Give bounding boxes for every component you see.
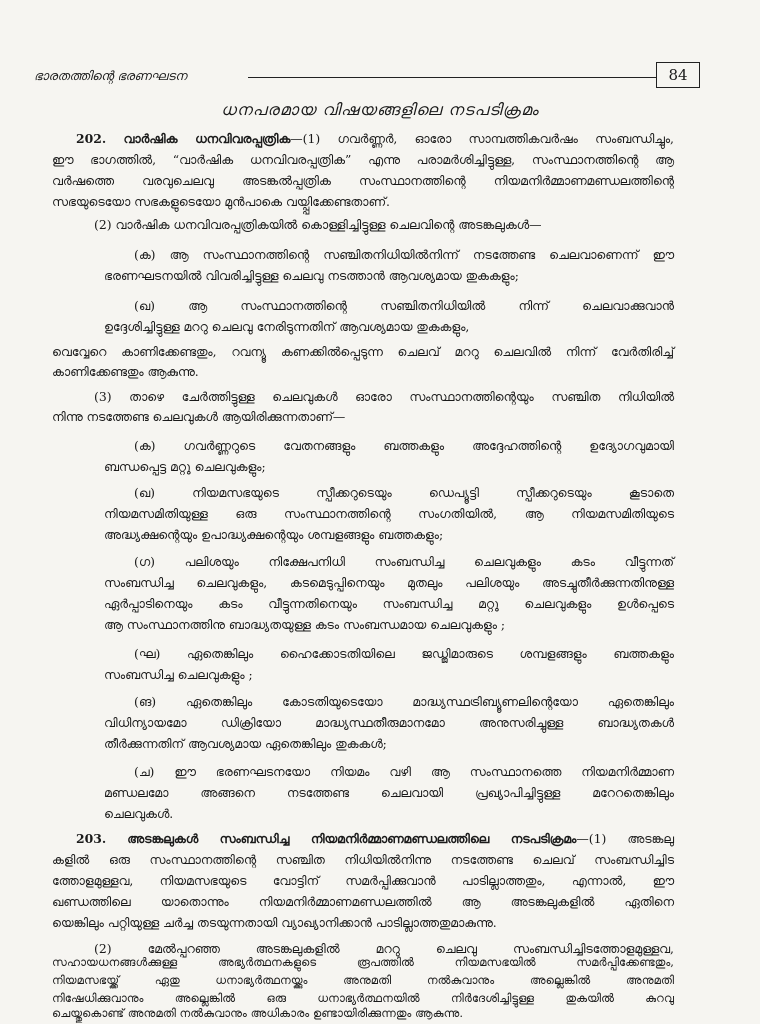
art202-clause1-line1: —(1) ഗവർണ്ണർ, ഓരോ സാമ്പത്തികവർഷം സംബന്ധിച്ചും, [290, 131, 674, 146]
art202-clause3-c-line4: ആ സംസ്ഥാനത്തിനു ബാദ്ധ്യതയുള്ള കടം സംബന്ധമായ ചെലവുകളും ; [104, 617, 506, 632]
art202-clause3-line1: (3) താഴെ ചേർത്തിട്ടുള്ള ചെലവുകൾ ഓരോ സംസ്ഥാനത്തിന്റെയും സഞ്ചിത നിധിയിൽ [94, 389, 674, 404]
page-header [34, 62, 688, 92]
art202-clause2-b-line2: ഉദ്ദേശിച്ചിട്ടുള്ള മററു ചെലവു നേരിടുന്നതിന് ആവശ്യമായ തുകകളും, [104, 319, 470, 334]
art202-clause3-line2: നിന്നു നടത്തേണ്ട ചെലവുകൾ ആയിരിക്കുന്നതാണ്— [52, 409, 346, 424]
art202-clause3-c-line1: (ഗ) പലിശയും നിക്ഷേപനിധി സംബന്ധിച്ച ചെലവുകളും കടം വീട്ടുന്നത് [134, 554, 674, 569]
art203-heading-line [76, 830, 674, 848]
art202-clause1-line3: വർഷത്തെ വരവുചെലവു അടങ്കൽപ്പത്രിക സംസ്ഥാനത്തിന്റെ നിയമനിർമ്മാണമണ്ഡലത്തിന്റെ [52, 173, 674, 188]
running-title: ഭാരതത്തിന്റെ ഭരണഘടന [34, 68, 187, 83]
art202-clause2-intro: (2) വാർഷിക ധനവിവരപ്പത്രികയിൽ കൊള്ളിച്ചിട്ടുള്ള ചെലവിന്റെ അടങ്കലുകൾ— [94, 217, 542, 232]
art203-clause2-line1: (2) മേൽപ്പറഞ്ഞ അടങ്കലുകളിൽ മററു ചെലവു സംബന്ധിച്ചിടത്തോളമുള്ളവ, [94, 941, 674, 956]
art203-clause2-line2: സഹായധനങ്ങൾക്കുള്ള അഭ്യർത്ഥനകളുടെ രൂപത്തിൽ നിയമസഭയിൽ സമർപ്പിക്കേണ്ടതും, [52, 955, 674, 969]
header-rule [248, 77, 656, 78]
art202-clause2-b-line1: (ഖ) ആ സംസ്ഥാനത്തിന്റെ സഞ്ചിതനിധിയിൽ നിന്ന് ചെലവാക്കുവാൻ [134, 298, 674, 313]
art203-number: 203. [76, 831, 107, 846]
page-number: 84 [656, 62, 700, 88]
art203-title: അടങ്കലുകൾ സംബന്ധിച്ച നിയമനിർമ്മാണമണ്ഡലത്തിലെ നടപടിക്രമം [127, 831, 577, 846]
art202-clause1-line2: ഈ ഭാഗത്തിൽ, “വാർഷിക ധനവിവരപ്പത്രിക” എന്നു പരാമർശിച്ചിട്ടുള്ള, സംസ്ഥാനത്തിന്റെ ആ [52, 152, 674, 167]
art202-clause2-tail-line1: വെവ്വേറെ കാണിക്കേണ്ടതും, റവന്യൂ കണക്കിൽപ്പെടുന്ന ചെലവ് മററു ചെലവിൽ നിന്ന് വേർതിരിച്ച് [52, 344, 674, 359]
art202-clause3-a-line2: ബന്ധപ്പെട്ട മറ്റു ചെലവുകളും; [104, 459, 266, 474]
art203-clause1-line4: ഖണ്ഡത്തിലെ യാതൊന്നും നിയമനിർമ്മാണമണ്ഡലത്തിൽ ആ അടങ്കലുകളിൽ ഏതിനെ [52, 894, 674, 909]
art202-clause3-f-line3: ചെലവുകൾ. [104, 806, 174, 821]
art203-clause1-line3: ത്തോളമുള്ളവ, നിയമസഭയുടെ വോട്ടിന് സമർപ്പിക്കുവാൻ പാടില്ലാത്തതും, എന്നാൽ, ഈ [52, 873, 674, 888]
art203-clause1-line1: —(1) അടങ്കലു [576, 831, 674, 846]
art202-clause3-b-line3: അദ്ധ്യക്ഷന്റെയും ഉപാദ്ധ്യക്ഷന്റെയും ശമ്പളങ്ങളും ബത്തകളും; [104, 527, 444, 542]
art202-heading-line [76, 130, 674, 148]
art202-clause3-c-line2: സംബന്ധിച്ച ചെലവുകളും, കടമെടുപ്പിനെയും മുതലും പലിശയും അടച്ചുതീർക്കുന്നതിനുള്ള [104, 575, 674, 590]
art202-clause2-a-line2: ഭരണഘടനയിൽ വിവരിച്ചിട്ടുള്ള ചെലവു നടത്താൻ ആവശ്യമായ തുകകളും; [104, 268, 519, 283]
section-title: ധനപരമായ വിഷയങ്ങളിലെ നടപടിക്രമം [221, 100, 539, 119]
art202-title: വാർഷിക ധനവിവരപ്പത്രിക [123, 131, 291, 146]
art202-clause3-e-line1: (ങ) ഏതെങ്കിലും കോടതിയുടെയോ മാദ്ധ്യസ്ഥട്രിബ്യൂണലിന്റെയോ ഏതെങ്കിലും [134, 694, 674, 709]
art202-clause3-e-line2: വിധിന്യായമോ ഡിക്രിയോ മാദ്ധ്യസ്ഥതീരുമാനമോ അനുസരിച്ചുള്ള ബാദ്ധ്യതകൾ [104, 715, 674, 730]
art202-clause3-f-line1: (ച) ഈ ഭരണഘടനയോ നിയമം വഴി ആ സംസ്ഥാനത്തെ നിയമനിർമ്മാണ [134, 764, 674, 779]
art203-clause1-line5: യെങ്കിലും പറ്റിയുള്ള ചർച്ച തടയുന്നതായി വ്യാഖ്യാനിക്കാൻ പാടില്ലാത്തതുമാകുന്നു. [52, 915, 497, 930]
art203-clause2-line5: ചെയ്തുകൊണ്ട് അനുമതി നൽകുവാനും അധികാരം ഉണ്ടായിരിക്കുന്നതും ആകുന്നു. [52, 1006, 464, 1020]
art202-clause3-b-line1: (ഖ) നിയമസഭയുടെ സ്പീക്കറുടെയും ഡെപ്യൂട്ടി സ്പീക്കറുടെയും കൂടാതെ [134, 485, 674, 500]
art203-clause1-line2: കളിൽ ഒരു സംസ്ഥാനത്തിന്റെ സഞ്ചിത നിധിയിൽനിന്നു നടത്തേണ്ട ചെലവ് സംബന്ധിച്ചിട [52, 852, 674, 867]
art202-clause3-c-line3: ഏർപ്പാടിനെയും കടം വീട്ടുന്നതിനെയും സംബന്ധിച്ച മറ്റു ചെലവുകളും ഉൾപ്പെടെ [104, 596, 674, 611]
art202-clause3-d-line1: (ഘ) ഏതെങ്കിലും ഹൈക്കോടതിയിലെ ജഡ്ജിമാരുടെ ശമ്പളങ്ങളും ബത്തകളും [134, 646, 674, 661]
art203-clause2-line4: നിഷേധിക്കുവാനും അല്ലെങ്കിൽ ഒരു ധനാഭ്യർത്ഥനയിൽ നിർദേശിച്ചിട്ടുള്ള തുകയിൽ കുറവു [52, 991, 674, 1005]
art202-clause2-a-line1: (ക) ആ സംസ്ഥാനത്തിന്റെ സഞ്ചിതനിധിയിൽനിന്ന് നടത്തേണ്ട ചെലവാണെന്ന് ഈ [134, 247, 674, 262]
art202-number: 202. [76, 131, 107, 146]
art202-clause3-b-line2: നിയമസമിതിയുള്ള ഒരു സംസ്ഥാനത്തിന്റെ സംഗതിയിൽ, ആ നിയമസമിതിയുടെ [104, 506, 674, 521]
art202-clause3-e-line3: തീർക്കുന്നതിന് ആവശ്യമായ ഏതെങ്കിലും തുകകൾ; [104, 736, 387, 751]
art202-clause3-f-line2: മണ്ഡലമോ അങ്ങനെ നടത്തേണ്ട ചെലവായി പ്രഖ്യാപിച്ചിട്ടുള്ള മറേറതെങ്കിലും [104, 785, 674, 800]
art203-clause2-line3: നിയമസഭയ്ക്ക് ഏതു ധനാഭ്യർത്ഥനയ്ക്കും അനുമതി നൽകുവാനും അല്ലെങ്കിൽ അനുമതി [52, 973, 674, 987]
art202-clause3-a-line1: (ക) ഗവർണ്ണറുടെ വേതനങ്ങളും ബത്തകളും അദ്ദേഹത്തിന്റെ ഉദ്യോഗവുമായി [134, 438, 674, 453]
art202-clause3-d-line2: സംബന്ധിച്ച ചെലവുകളും ; [104, 667, 253, 682]
art202-clause1-line4: സഭയുടെയോ സഭകളുടെയോ മുൻപാകെ വയ്പ്പിക്കേണ്ടതാണ്. [52, 194, 390, 209]
art202-clause2-tail-line2: കാണിക്കേണ്ടതും ആകുന്നു. [52, 364, 199, 379]
